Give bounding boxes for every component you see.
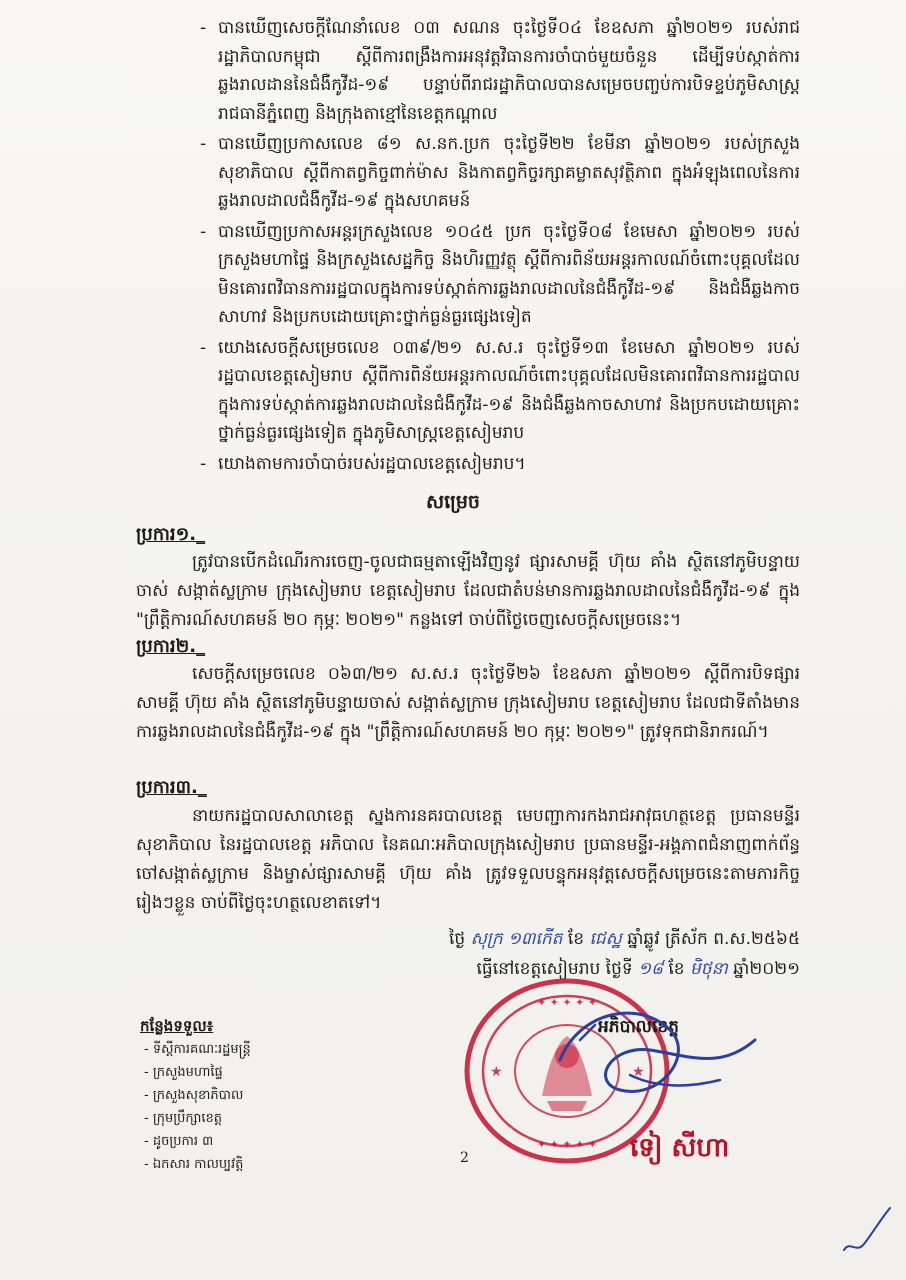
preamble-item: - បានឃើញប្រកាសលេខ ៨១ ស.នក.ប្រក ចុះថ្ងៃទី២២ ខែមីនា ឆ្នាំ២០២១ របស់ក្រសួងសុខាភិបាល ស្តីពីកាតព្វកិច្ចពាក់ម៉ាស និងកាតព្វកិច្ចរក្សាគម្លាតសុវត្ថិភាព ក្នុងអំឡុងពេលនៃការឆ្លងរាលដាលជំងឺកូវីដ-១៩ ក្នុងសហគមន៍ <box>200 130 800 216</box>
solar-day-handwritten: ១៨ <box>638 959 663 979</box>
recipient-item: - ក្រសួងសុខាភិបាល <box>140 1084 380 1107</box>
lunar-month-handwritten: ជេស្ឋ <box>589 929 622 949</box>
handwritten-signature-icon <box>520 990 780 1120</box>
preamble-item: - យោងតាមការចាំបាច់របស់រដ្ឋបាលខេត្តសៀមរាប។ <box>200 450 800 479</box>
article-3-label: ប្រការ៣._ <box>136 777 207 798</box>
recipient-item: - ទីស្តីការគណៈរដ្ឋមន្ត្រី <box>140 1038 380 1061</box>
article-1-label: ប្រការ១._ <box>136 524 206 545</box>
article-2-label: ប្រការ២._ <box>136 636 206 657</box>
svg-text:★: ★ <box>490 1064 503 1080</box>
svg-text:★: ★ <box>632 1064 645 1080</box>
solar-year: ឆ្នាំ២០២១ <box>733 959 800 979</box>
preamble-item: - បានឃើញសេចក្តីណែនាំលេខ ០៣ សណន ចុះថ្ងៃទី០៤ ខែឧសភា ឆ្នាំ២០២១ របស់រាជរដ្ឋាភិបាលកម្ពុជា ស្តីពីការពង្រឹងការអនុវត្តវិធានការចាំបាច់មួយចំនួន ដើម្បីទប់ស្កាត់ការឆ្លងរាលដាននៃជំងឺកូវីដ-១៩ បន្ទាប់ពីរាជរដ្ឋាភិបាលបានសម្រេចបញ្ចប់ការបិទខ្ទប់ភូមិសាស្ត្ររាជធានីភ្នំពេញ និងក្រុងតាខ្មៅនៃខេត្តកណ្តាល <box>200 14 800 128</box>
svg-text:✦ ✦ ✦ ✦ ✦: ✦ ✦ ✦ ✦ ✦ <box>536 996 598 1009</box>
article-3-text: នាយករដ្ឋបាលសាលាខេត្ត ស្នងការនគរបាលខេត្ត មេបញ្ជាការកងរាជអាវុធហត្ថខេត្ត ប្រធានមន្ទីរសុខាភិបាល នៃរដ្ឋបាលខេត្ត អភិបាល នៃគណៈអភិបាលក្រុងសៀមរាប ប្រធានមន្ទីរ-អង្គភាពជំនាញពាក់ព័ន្ធ ចៅសង្កាត់ស្លក្រាម និងម្ចាស់ផ្សារសាមគ្គី ហ៊ុយ គាំង ត្រូវទទួលបន្ទុកអនុវត្តសេចក្តីសម្រេចនេះតាមភារកិច្ចរៀងៗខ្លួន ចាប់ពីថ្ងៃចុះហត្ថលេខាតទៅ។ <box>136 806 800 913</box>
article-2-text: សេចក្តីសម្រេចលេខ ០៦៣/២១ ស.ស.រ ចុះថ្ងៃទី២៦ ខែឧសភា ឆ្នាំ២០២១ ស្តីពីការបិទផ្សារសាមគ្គី ហ៊ុយ គាំង ស្ថិតនៅភូមិបន្ទាយចាស់ សង្កាត់ស្លក្រាម ក្រុងសៀមរាប ខេត្តសៀមរាប ដែលជាទីតាំងមានការឆ្លងរាលដាលនៃជំងឺកូវីដ-១៩ ក្នុង "ព្រឹត្តិការណ៍សហគមន៍ ២០ កុម្ភៈ ២០២១" ត្រូវទុកជានិរាករណ៍។ <box>136 664 800 742</box>
decision-heading: សម្រេច <box>426 491 480 513</box>
recipient-item: - ក្រុមប្រឹក្សាខេត្ត <box>140 1107 380 1130</box>
preamble-list <box>200 14 800 480</box>
governor-title: អភិបាលខេត្ត <box>598 1017 679 1037</box>
article-1-text: ត្រូវបានបើកដំណើរការចេញ-ចូលជាធម្មតាឡើងវិញនូវ ផ្សារសាមគ្គី ហ៊ុយ គាំង ស្ថិតនៅភូមិបន្ទាយចាស់ សង្កាត់ស្លក្រាម ក្រុងសៀមរាប ខេត្តសៀមរាប ដែលជាតំបន់មានការឆ្លងរាលដាលនៃជំងឺកូវីដ-១៩ ក្នុង "ព្រឹត្តិការណ៍សហគមន៍ ២០ កុម្ភៈ ២០២១" កន្លងទៅ ចាប់ពីថ្ងៃចេញសេចក្តីសម្រេចនេះ។ <box>136 552 800 630</box>
signer-name: ទៀ សីហា <box>630 1133 730 1163</box>
lunar-month-label: ខែ <box>567 929 585 949</box>
page-number: 2 <box>460 1150 469 1166</box>
lunar-day-handwritten: សុក្រ ១៣កើត <box>470 929 563 949</box>
recipient-item: - ក្រសួងមហាផ្ទៃ <box>140 1061 380 1084</box>
solar-month-label: ខែ <box>668 959 685 979</box>
solar-month-handwritten: មិថុនា <box>689 959 728 979</box>
pen-mark-icon <box>836 1200 896 1260</box>
recipient-item: - ឯកសារ កាលប្បវត្តិ <box>140 1153 380 1176</box>
lunar-date-rest: ឆ្នាំឆ្លូវ ត្រីស័ក ព.ស.២៥៦៥ <box>627 929 800 949</box>
preamble-item: - បានឃើញប្រកាសអន្តរក្រសួងលេខ ១០៤៥ ប្រក ចុះថ្ងៃទី០៨ ខែមេសា ឆ្នាំ២០២១ របស់ក្រសួងមហាផ្ទៃ និងក្រសួងសេដ្ឋកិច្ច និងហិរញ្ញវត្ថុ ស្តីពីការពិន័យអន្តរកាលណ៍ចំពោះបុគ្គលដែលមិនគោរពវិធានការរដ្ឋបាលក្នុងការទប់ស្កាត់ការឆ្លងរាលដាលនៃជំងឺកូវីដ-១៩ និងជំងឺឆ្លងកាចសាហាវ និងប្រកបដោយគ្រោះថ្នាក់ធ្ងន់ធ្ងរផ្សេងទៀត <box>200 218 800 332</box>
recipients-block <box>140 1014 380 1176</box>
solar-date-prefix: ធ្វើនៅខេត្តសៀមរាប ថ្ងៃទី <box>476 959 633 979</box>
svg-text:✦ ✦ ✦ ✦ ✦: ✦ ✦ ✦ ✦ ✦ <box>536 1138 598 1151</box>
lunar-date-prefix: ថ្ងៃ <box>449 929 466 949</box>
lunar-date-line <box>449 925 800 953</box>
recipients-title: កន្លែងទទួល៖ <box>140 1017 214 1035</box>
recipient-item: - ដូចប្រការ ៣ <box>140 1130 380 1153</box>
preamble-item: - យោងសេចក្តីសម្រេចលេខ ០៣៩/២១ ស.ស.រ ចុះថ្ងៃទី១៣ ខែមេសា ឆ្នាំ២០២១ របស់រដ្ឋបាលខេត្តសៀមរាប ស្តីពីការពិន័យអន្តរកាលណ៍ចំពោះបុគ្គលដែលមិនគោរពវិធានការរដ្ឋបាលក្នុងការទប់ស្កាត់ការឆ្លងរាលដាលនៃជំងឺកូវីដ-១៩ និងជំងឺឆ្លងកាចសាហាវ និងប្រកបដោយគ្រោះថ្នាក់ធ្ងន់ធ្ងរផ្សេងទៀត ក្នុងភូមិសាស្ត្រខេត្តសៀមរាប <box>200 334 800 448</box>
